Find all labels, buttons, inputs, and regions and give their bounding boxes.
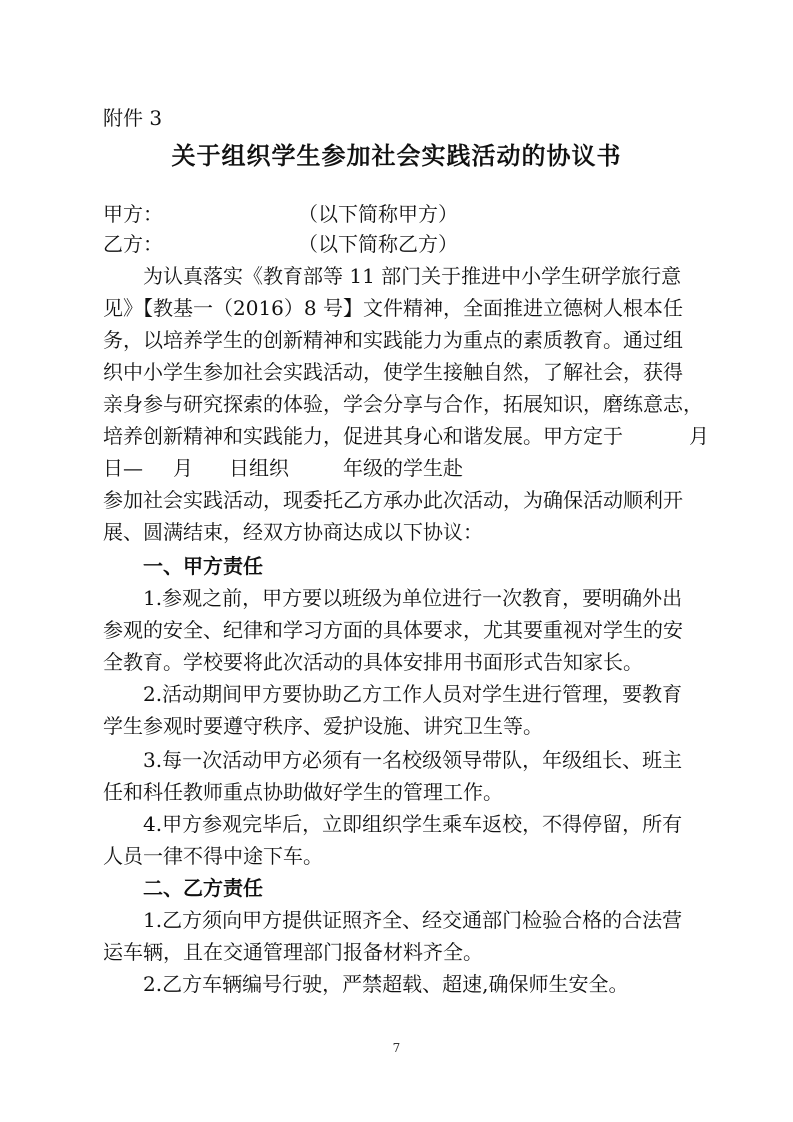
blank-month-2: 月 xyxy=(173,456,193,480)
blank-day: 日— xyxy=(103,456,143,480)
page-number: 7 xyxy=(392,1041,401,1055)
intro-line: 见》【教基一（2016）8 号】文件精神，全面推进立德树人根本任 xyxy=(103,296,683,320)
clause-line: 运车辆，且在交通管理部门报备材料齐全。 xyxy=(103,940,483,964)
document-title: 关于组织学生参加社会实践活动的协议书 xyxy=(171,141,622,170)
intro-line: 亲身参与研究探索的体验，学会分享与合作，拓展知识，磨练意志， xyxy=(103,392,703,416)
intro-line: 织中小学生参加社会实践活动，使学生接触自然，了解社会，获得 xyxy=(103,360,683,384)
party-b-label: 乙方： xyxy=(103,232,163,256)
blank-month: 月 xyxy=(689,424,709,448)
party-a-label: 甲方： xyxy=(103,202,163,226)
party-b-note: （以下简称乙方） xyxy=(298,232,458,256)
attachment-label: 附件 3 xyxy=(103,106,163,130)
party-a-line xyxy=(103,200,703,228)
clause-line: 全教育。学校要将此次活动的具体安排用书面形式告知家长。 xyxy=(103,650,643,674)
clause-line: 4.甲方参观完毕后，立即组织学生乘车返校，不得停留，所有 xyxy=(143,812,683,836)
blank-grade: 年级的学生赴 xyxy=(343,456,463,480)
intro-line: 为认真落实《教育部等 11 部门关于推进中小学生研学旅行意 xyxy=(143,264,682,288)
clause-line: 1.参观之前，甲方要以班级为单位进行一次教育，要明确外出 xyxy=(143,586,683,610)
party-b-line xyxy=(103,230,703,258)
blank-day-2: 日组织 xyxy=(229,456,289,480)
intro-line-date xyxy=(103,422,709,450)
clause-line: 学生参观时要遵守秩序、爱护设施、讲究卫生等。 xyxy=(103,714,543,738)
section-heading-party-b: 二、乙方责任 xyxy=(143,876,263,900)
clause-line: 参观的安全、纪律和学习方面的具体要求，尤其要重视对学生的安 xyxy=(103,618,683,642)
intro-line: 参加社会实践活动，现委托乙方承办此次活动，为确保活动顺利开 xyxy=(103,488,683,512)
clause-line: 2.活动期间甲方要协助乙方工作人员对学生进行管理，要教育 xyxy=(143,682,683,706)
clause-line: 3.每一次活动甲方必须有一名校级领导带队，年级组长、班主 xyxy=(143,748,683,772)
clause-line: 人员一律不得中途下车。 xyxy=(103,844,323,868)
intro-text: 培养创新精神和实践能力，促进其身心和谐发展。甲方定于 xyxy=(103,424,623,448)
clause-line: 1.乙方须向甲方提供证照齐全、经交通部门检验合格的合法营 xyxy=(143,908,683,932)
section-heading-party-a: 一、甲方责任 xyxy=(143,554,263,578)
party-a-note: （以下简称甲方） xyxy=(298,202,458,226)
clause-line: 2.乙方车辆编号行驶，严禁超载、超速,确保师生安全。 xyxy=(143,972,629,996)
intro-line-date xyxy=(103,454,703,482)
intro-line: 务，以培养学生的创新精神和实践能力为重点的素质教育。通过组 xyxy=(103,328,683,352)
clause-line: 任和科任教师重点协助做好学生的管理工作。 xyxy=(103,780,503,804)
intro-line: 展、圆满结束，经双方协商达成以下协议： xyxy=(103,520,483,544)
